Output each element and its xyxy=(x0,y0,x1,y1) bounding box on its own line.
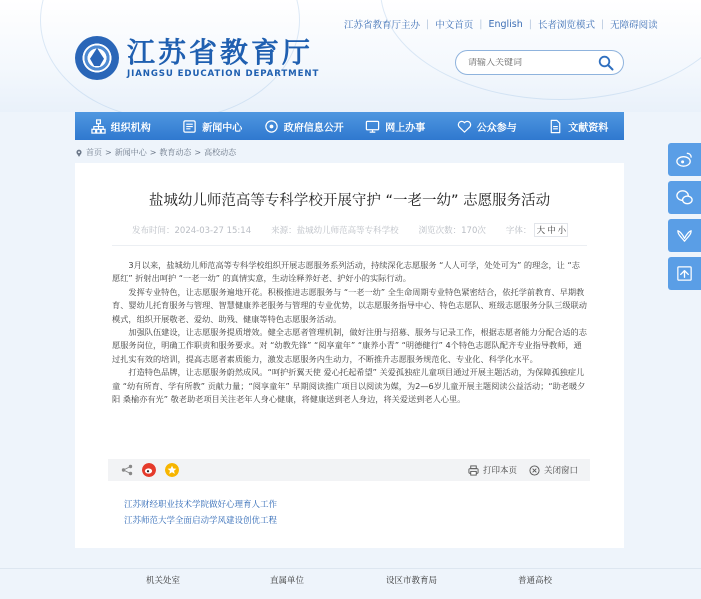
site-logo[interactable] xyxy=(75,36,319,80)
font-size-label: 字体： xyxy=(505,226,532,236)
nav-item-info-disclosure[interactable] xyxy=(258,112,350,140)
document-icon xyxy=(548,119,563,134)
article-title: 盐城幼儿师范高等专科学校开展守护 “一老一幼” 志愿服务活动 xyxy=(148,193,551,209)
float-weibo-button[interactable] xyxy=(668,143,701,176)
top-link-chinese-home[interactable]: 中文首页 xyxy=(435,20,474,31)
wechat-icon xyxy=(675,188,694,207)
share-icon[interactable] xyxy=(121,464,133,476)
breadcrumb-sep: > xyxy=(149,148,157,157)
related-link[interactable]: 江苏师范大学全面启动学风建设创优工程 xyxy=(124,516,278,526)
search-box xyxy=(455,50,624,75)
nav-item-news[interactable] xyxy=(167,112,259,140)
article-paragraph: 发挥专业特色，让志愿服务遍地开花。积极推进志愿服务与 “一老一幼” 全生命周期专业特色紧密结合，依托学前教育、早期教育、婴幼儿托育服务与管理、智慧健康养老服务与管理的专业优势，以志愿服务指导中心、特色志愿队、班级志愿服务分队三级联动模式，组织开展敬老、爱幼、助残、健康等特色志愿服务活动。 xyxy=(112,286,587,324)
top-links-bar xyxy=(344,17,658,31)
logo-title-en: JIANGSU EDUCATION DEPARTMENT xyxy=(127,68,320,79)
qzone-share-icon[interactable] xyxy=(165,463,179,477)
divider xyxy=(112,245,587,246)
divider: | xyxy=(528,18,532,30)
nav-item-organization[interactable] xyxy=(75,112,167,140)
footer-link-city-bureaus[interactable]: 设区市教育局 xyxy=(386,576,438,586)
footer-link-departments[interactable]: 机关处室 xyxy=(146,576,181,586)
miniapp-icon xyxy=(675,226,694,245)
nav-label: 政府信息公开 xyxy=(283,122,344,134)
article-meta xyxy=(132,223,568,237)
divider: | xyxy=(600,18,605,30)
print-button[interactable] xyxy=(468,464,517,476)
back-to-top-icon xyxy=(675,264,694,283)
font-size-large[interactable]: 大 xyxy=(536,226,546,236)
font-size-medium[interactable]: 中 xyxy=(547,226,556,236)
float-back-to-top-button[interactable] xyxy=(668,257,701,290)
divider: | xyxy=(426,18,430,30)
print-label: 打印本页 xyxy=(482,466,517,476)
search-icon[interactable] xyxy=(598,55,614,71)
nav-label: 网上办事 xyxy=(385,122,426,134)
close-window-button[interactable] xyxy=(529,464,578,476)
article-paragraph: 3月以来，盐城幼儿师范高等专科学校组织开展志愿服务系列活动，持续深化志愿服务 “人人可学，处处可为” 的理念，让 “志愿红” 折射出呵护 “一老一幼” 的真情实意，生动诠释养好老、护好小的实际行动。 xyxy=(112,260,580,284)
view-count: 浏览次数：170次 xyxy=(418,226,486,236)
logo-title-cn: 江苏省教育厅 xyxy=(127,35,314,69)
emblem-icon xyxy=(75,36,119,80)
related-link[interactable]: 江苏财经职业技术学院做好心理育人工作 xyxy=(124,500,278,510)
weibo-share-icon[interactable] xyxy=(142,463,156,477)
float-miniapp-button[interactable] xyxy=(668,219,701,252)
online-service-icon xyxy=(365,119,380,134)
article-source: 来源：盐城幼儿师范高等专科学校 xyxy=(271,226,399,236)
location-icon xyxy=(75,149,83,157)
news-icon xyxy=(182,119,197,134)
font-size-small[interactable]: 小 xyxy=(557,226,567,236)
main-nav xyxy=(75,112,624,140)
top-link-english[interactable]: English xyxy=(488,18,523,30)
footer-links xyxy=(0,568,701,599)
footer-link-universities[interactable]: 普通高校 xyxy=(518,576,553,586)
nav-item-online-service[interactable] xyxy=(350,112,442,140)
printer-icon xyxy=(468,465,479,476)
search-input[interactable] xyxy=(468,58,598,68)
nav-label: 新闻中心 xyxy=(202,122,243,134)
top-link-accessibility[interactable]: 无障碍阅读 xyxy=(610,20,658,31)
article-body xyxy=(112,259,587,406)
related-articles xyxy=(124,497,277,529)
article-paragraph: 打造特色品牌，让志愿服务蔚然成风。“呵护折翼天使 爱心托起希望” 关爱孤独症儿童项目通过开展主题活动，为保障孤独症儿童 “幼有所育、学有所教” 贡献力量；“阅享童年” 早期阅读推广项目以阅读为媒，为2—6岁儿童开展主题阅读公益活动；“助老暖夕阳 桑榆亦有光” 敬老助老项目关注老年人身心健康，将健康送到老人身边，将关爱送到老人心里。 xyxy=(112,367,586,405)
breadcrumb-home[interactable]: 首页 xyxy=(86,148,102,157)
top-link-host[interactable]: 江苏省教育厅主办 xyxy=(344,20,421,31)
nav-label: 公众参与 xyxy=(476,122,517,134)
close-icon xyxy=(529,465,540,476)
font-size-switcher xyxy=(534,223,568,237)
breadcrumb-sep: > xyxy=(194,148,202,157)
info-disclosure-icon xyxy=(264,119,279,134)
close-label: 关闭窗口 xyxy=(543,466,578,476)
divider: | xyxy=(479,18,483,30)
nav-label: 文献资料 xyxy=(568,122,609,134)
breadcrumb-news-center[interactable]: 新闻中心 xyxy=(114,148,147,157)
heart-icon xyxy=(457,119,472,134)
org-chart-icon xyxy=(91,119,106,134)
share-bar xyxy=(108,459,590,481)
nav-item-documents[interactable] xyxy=(533,112,625,140)
breadcrumb-university-news[interactable]: 高校动态 xyxy=(204,148,237,157)
top-link-elder-mode[interactable]: 长者浏览模式 xyxy=(537,20,595,31)
weibo-icon xyxy=(675,150,694,169)
float-bar xyxy=(668,143,701,295)
publish-time: 发布时间：2024-03-27 15:14 xyxy=(132,226,252,236)
nav-item-public-participation[interactable] xyxy=(441,112,533,140)
nav-label: 组织机构 xyxy=(110,122,151,134)
breadcrumb-sep: > xyxy=(105,148,112,157)
article-card xyxy=(75,163,624,548)
article-paragraph: 加强队伍建设，让志愿服务提质增效。健全志愿者管理机制，做好注册与招募、服务与记录工作，根据志愿者能力分配合适的志愿服务岗位，明确工作职责和服务要求。对 “幼教先锋” “阅享童年” “康养小青” “明德健行” 4个特色志愿队配齐专业指导教师，通过扎实有效的培训，提高志愿者素质能力，激发志愿服务内生动力，不断推升志愿服务规范化、专业化、科学化水平。 xyxy=(112,327,587,364)
breadcrumb-education-news[interactable]: 教育动态 xyxy=(159,148,192,157)
breadcrumb xyxy=(75,147,236,158)
float-wechat-button[interactable] xyxy=(668,181,701,214)
footer-link-affiliated-units[interactable]: 直属单位 xyxy=(270,576,305,586)
